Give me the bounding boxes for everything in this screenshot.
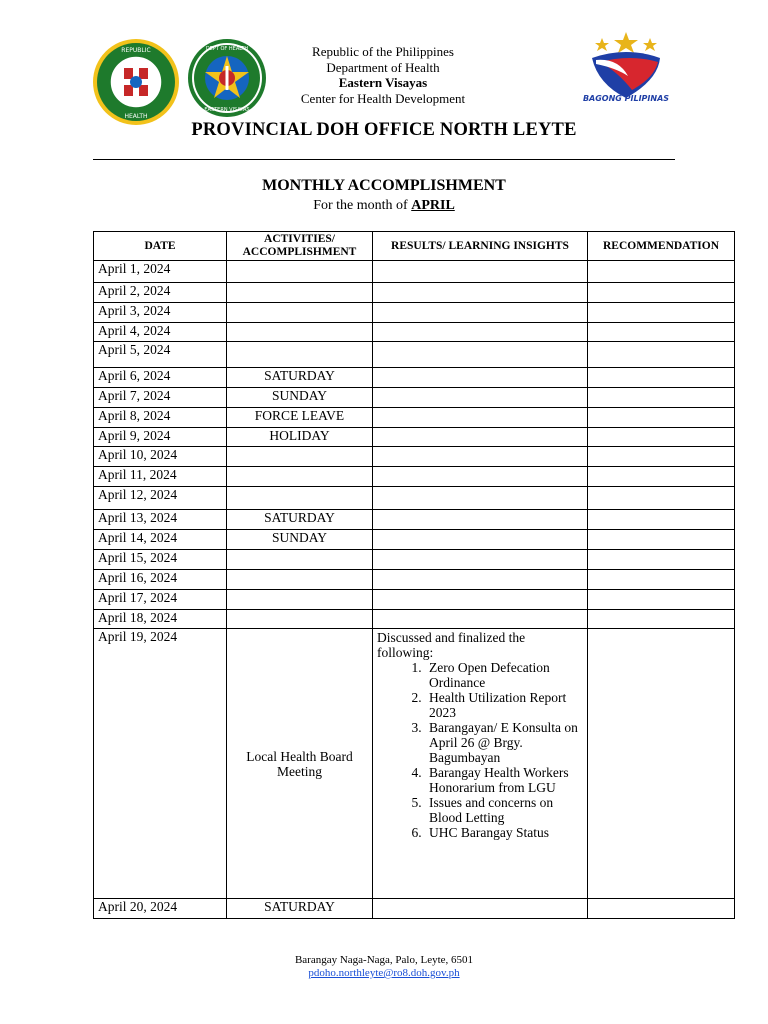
svg-text:EASTERN VISAYAS: EASTERN VISAYAS — [204, 107, 250, 113]
activity-cell: FORCE LEAVE — [227, 408, 373, 428]
recommendation-cell — [588, 261, 735, 283]
results-cell — [373, 590, 588, 610]
activity-cell — [227, 261, 373, 283]
results-cell — [373, 899, 588, 919]
table-row — [94, 550, 735, 570]
table-row — [94, 447, 735, 467]
results-cell — [373, 550, 588, 570]
activity-cell — [227, 283, 373, 303]
table-row — [94, 388, 735, 408]
date-cell: April 19, 2024 — [94, 629, 227, 899]
header-activities: ACTIVITIES/ ACCOMPLISHMENT — [227, 232, 373, 261]
letterhead-line-republic: Republic of the Philippines — [312, 44, 454, 59]
table-row — [94, 368, 735, 388]
date-cell: April 10, 2024 — [94, 447, 227, 467]
date-cell: April 18, 2024 — [94, 610, 227, 629]
document-title: MONTHLY ACCOMPLISHMENT — [262, 177, 506, 194]
insights-list — [377, 660, 583, 840]
table-row — [94, 428, 735, 447]
table-row — [94, 323, 735, 342]
date-cell: April 3, 2024 — [94, 303, 227, 323]
table-row — [94, 487, 735, 510]
header-recommendation: RECOMMENDATION — [588, 232, 735, 261]
date-cell: April 9, 2024 — [94, 428, 227, 447]
activity-cell: SUNDAY — [227, 388, 373, 408]
header-results: RESULTS/ LEARNING INSIGHTS — [373, 232, 588, 261]
recommendation-cell — [588, 590, 735, 610]
date-cell: April 14, 2024 — [94, 530, 227, 550]
activity-cell — [227, 323, 373, 342]
activity-cell — [227, 342, 373, 368]
list-item: 6. UHC Barangay Status — [425, 825, 583, 840]
table-row — [94, 570, 735, 590]
month-line — [0, 198, 768, 214]
results-cell — [373, 467, 588, 487]
list-item: 5. Issues and concerns on Blood Letting — [425, 795, 583, 825]
activity-cell — [227, 550, 373, 570]
table-row — [94, 467, 735, 487]
bagong-pilipinas-wordmark: BAGONG PILIPINAS — [582, 94, 670, 103]
table-row — [94, 510, 735, 530]
results-cell — [373, 428, 588, 447]
recommendation-cell — [588, 447, 735, 467]
activity-cell — [227, 447, 373, 467]
recommendation-cell — [588, 303, 735, 323]
activity-cell — [227, 610, 373, 629]
letterhead — [230, 44, 536, 106]
results-intro: Discussed and finalized the following: — [377, 630, 526, 660]
results-cell — [373, 342, 588, 368]
list-item: 3. Barangayan/ E Konsulta on April 26 @ Brgy. Bagumbayan — [425, 720, 583, 765]
date-cell: April 4, 2024 — [94, 323, 227, 342]
recommendation-cell — [588, 899, 735, 919]
date-cell: April 6, 2024 — [94, 368, 227, 388]
month-value: APRIL — [411, 198, 455, 213]
activity-cell — [227, 467, 373, 487]
results-cell — [373, 408, 588, 428]
list-item: 2. Health Utilization Report 2023 — [425, 690, 583, 720]
recommendation-cell — [588, 467, 735, 487]
results-cell — [373, 303, 588, 323]
doh-seal-logo — [92, 38, 180, 126]
footer-email-line — [0, 967, 768, 980]
table-row — [94, 530, 735, 550]
letterhead-line-department: Department of Health — [326, 59, 440, 75]
activity-cell: SATURDAY — [227, 368, 373, 388]
table-row — [94, 629, 735, 899]
date-cell: April 16, 2024 — [94, 570, 227, 590]
activity-cell — [227, 590, 373, 610]
results-cell — [373, 570, 588, 590]
activity-cell: Local Health Board Meeting — [227, 629, 373, 899]
results-cell — [373, 368, 588, 388]
activity-cell: SATURDAY — [227, 510, 373, 530]
footer-email-link[interactable]: pdoho.northleyte@ro8.doh.gov.ph — [308, 967, 460, 979]
date-cell: April 20, 2024 — [94, 899, 227, 919]
activity-cell: SUNDAY — [227, 530, 373, 550]
header-date: DATE — [94, 232, 227, 261]
results-cell — [373, 447, 588, 467]
list-item: 1. Zero Open Defecation Ordinance — [425, 660, 583, 690]
date-cell: April 1, 2024 — [94, 261, 227, 283]
results-cell — [373, 323, 588, 342]
recommendation-cell — [588, 408, 735, 428]
date-cell: April 15, 2024 — [94, 550, 227, 570]
table-row — [94, 283, 735, 303]
activity-cell — [227, 570, 373, 590]
recommendation-cell — [588, 530, 735, 550]
activity-cell: SATURDAY — [227, 899, 373, 919]
footer-address: Barangay Naga-Naga, Palo, Leyte, 6501 — [294, 954, 474, 966]
recommendation-cell — [588, 629, 735, 899]
recommendation-cell — [588, 428, 735, 447]
recommendation-cell — [588, 283, 735, 303]
accomplishment-table — [93, 231, 735, 919]
header-divider — [93, 159, 675, 160]
table-row — [94, 261, 735, 283]
recommendation-cell — [588, 570, 735, 590]
activity-cell — [227, 303, 373, 323]
svg-text:HEALTH: HEALTH — [124, 113, 148, 120]
results-cell — [373, 629, 588, 899]
results-cell — [373, 388, 588, 408]
date-cell: April 5, 2024 — [94, 342, 227, 368]
results-cell — [373, 610, 588, 629]
table-row — [94, 590, 735, 610]
recommendation-cell — [588, 368, 735, 388]
letterhead-line-center: Center for Health Development — [300, 90, 466, 106]
recommendation-cell — [588, 487, 735, 510]
date-cell: April 7, 2024 — [94, 388, 227, 408]
date-cell: April 12, 2024 — [94, 487, 227, 510]
svg-text:DEPT OF HEALTH: DEPT OF HEALTH — [205, 46, 249, 52]
recommendation-cell — [588, 610, 735, 629]
results-cell — [373, 530, 588, 550]
office-title: PROVINCIAL DOH OFFICE NORTH LEYTE — [191, 120, 577, 140]
activity-cell: HOLIDAY — [227, 428, 373, 447]
recommendation-cell — [588, 323, 735, 342]
table-row — [94, 408, 735, 428]
list-item: 4. Barangay Health Workers Honorarium from LGU — [425, 765, 583, 795]
table-row — [94, 342, 735, 368]
svg-text:REPUBLIC: REPUBLIC — [121, 47, 151, 54]
date-cell: April 13, 2024 — [94, 510, 227, 530]
table-row — [94, 899, 735, 919]
recommendation-cell — [588, 342, 735, 368]
table-row — [94, 303, 735, 323]
recommendation-cell — [588, 388, 735, 408]
activity-cell — [227, 487, 373, 510]
table-row — [94, 610, 735, 629]
date-cell: April 2, 2024 — [94, 283, 227, 303]
results-cell — [373, 261, 588, 283]
date-cell: April 11, 2024 — [94, 467, 227, 487]
results-cell — [373, 487, 588, 510]
date-cell: April 17, 2024 — [94, 590, 227, 610]
results-cell — [373, 283, 588, 303]
month-prefix: For the month of — [313, 198, 408, 213]
recommendation-cell — [588, 550, 735, 570]
results-cell — [373, 510, 588, 530]
recommendation-cell — [588, 510, 735, 530]
date-cell: April 8, 2024 — [94, 408, 227, 428]
letterhead-line-region: Eastern Visayas — [338, 75, 428, 90]
table-header-row — [94, 232, 735, 261]
